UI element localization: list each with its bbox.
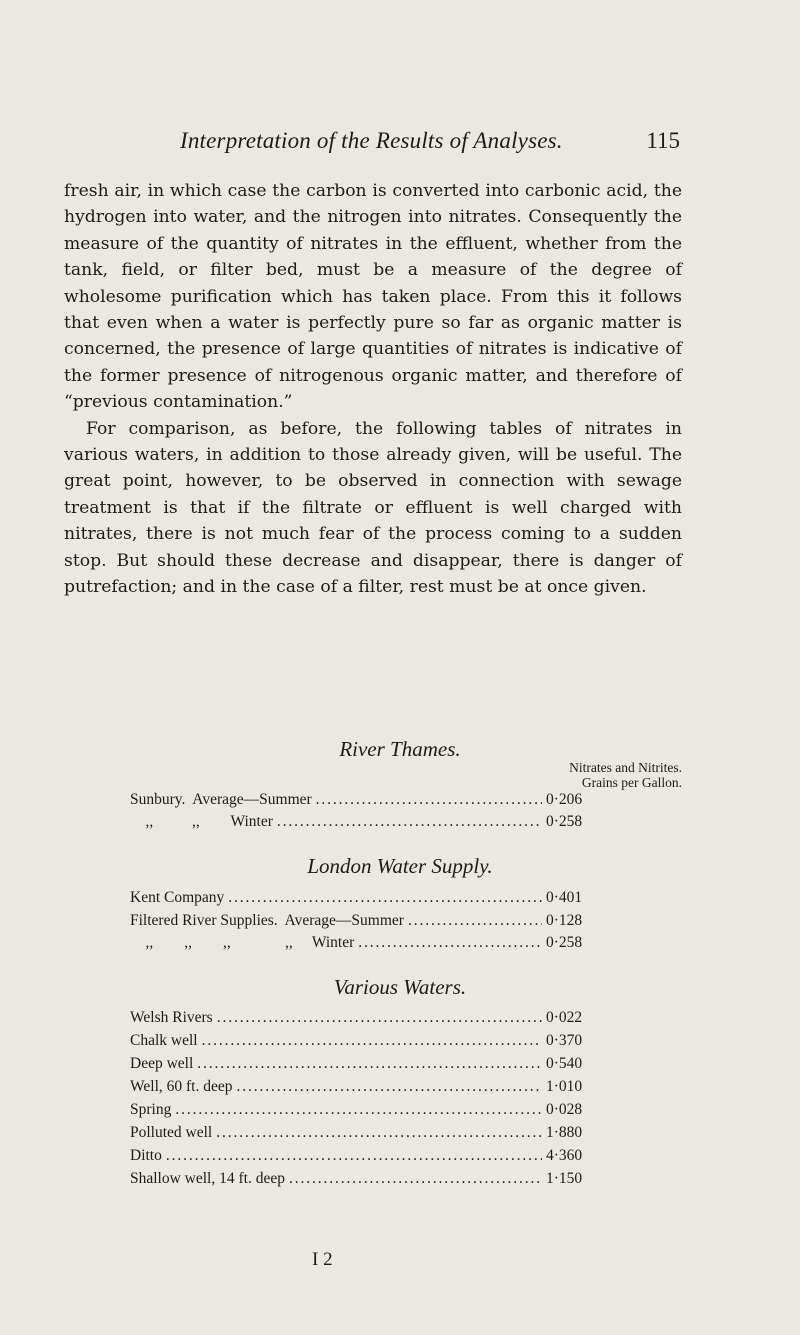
column-heading-line: Grains per Gallon. xyxy=(581,775,682,790)
leader-dots xyxy=(216,1123,542,1143)
page-header xyxy=(180,128,680,164)
row-label: Spring xyxy=(130,1101,172,1118)
row-label: Polluted well xyxy=(130,1124,213,1141)
row-value: 0·028 xyxy=(546,1101,583,1118)
row-label: Well, 60 ft. deep xyxy=(130,1078,233,1095)
row-value: 0·401 xyxy=(546,889,583,906)
column-heading-line: Nitrates and Nitrites. xyxy=(569,760,682,775)
row-label: Sunbury. Average—Summer xyxy=(130,791,312,808)
leader-dots xyxy=(166,1146,542,1166)
table-row xyxy=(130,1169,598,1189)
table-row xyxy=(130,1054,598,1074)
row-label: Ditto xyxy=(130,1147,162,1164)
row-value: 4·360 xyxy=(546,1147,583,1164)
table-row xyxy=(130,790,598,810)
table-title-river-thames: River Thames. xyxy=(339,737,461,761)
leader-dots xyxy=(408,911,542,931)
row-value: 0·128 xyxy=(546,912,583,929)
leader-dots xyxy=(289,1169,542,1189)
signature-mark: I 2 xyxy=(312,1249,333,1270)
table-row xyxy=(130,1146,598,1166)
row-label: Filtered River Supplies. Average—Summer xyxy=(130,912,404,929)
leader-dots xyxy=(316,790,542,810)
row-label: Shallow well, 14 ft. deep xyxy=(130,1170,285,1187)
leader-dots xyxy=(197,1054,542,1074)
table-row xyxy=(130,1031,598,1051)
row-value: 0·370 xyxy=(546,1032,583,1049)
table-row xyxy=(130,1123,598,1143)
row-label: Kent Company xyxy=(130,889,225,906)
row-label: Deep well xyxy=(130,1055,194,1072)
table-row xyxy=(130,812,598,832)
body-text xyxy=(64,178,682,601)
column-heading xyxy=(569,760,682,790)
row-value: 0·540 xyxy=(546,1055,583,1072)
row-label: Welsh Rivers xyxy=(130,1009,213,1026)
table-title-various-waters: Various Waters. xyxy=(333,975,467,999)
paragraph: fresh air, in which case the carbon is converted into carbonic acid, the hydrogen into water, and the nitrogen into nitrates. Consequently the measure of the quantity of nitrates in the effluent, whether from the tank, field, or filter bed, must be a measure of the degree of wholesome purification which has taken place. From this it follows that even when a water is perfectly pure so far as organic matter is concerned, the presence of large quantities of nitrates is indicative of the former presence of nitrogenous organic matter, and therefore of “previous contamination.” xyxy=(64,181,682,413)
row-label: ,, ,, Winter xyxy=(130,813,273,830)
row-label: Chalk well xyxy=(130,1032,198,1049)
leader-dots xyxy=(228,888,542,908)
row-label: ,, ,, ,, ,, Winter xyxy=(130,934,355,951)
row-value: 1·150 xyxy=(546,1170,583,1187)
table-title-london-water-supply: London Water Supply. xyxy=(307,854,493,878)
table-row xyxy=(130,933,598,953)
leader-dots xyxy=(217,1008,542,1028)
running-title: Interpretation of the Results of Analyses. xyxy=(180,128,563,153)
table-row xyxy=(130,1100,598,1120)
leader-dots xyxy=(202,1031,542,1051)
table-row xyxy=(130,1008,598,1028)
table-row xyxy=(130,911,598,931)
row-value: 0·206 xyxy=(546,791,583,808)
leader-dots xyxy=(236,1077,542,1097)
paragraph: For comparison, as before, the following tables of nitrates in various waters, in addition to those already given, will be useful. The great point, however, to be observed in connection with sewage treatment is that if the filtrate or effluent is well charged with nitrates, there is not much fear of the process coming to a sudden stop. But should these decrease and disappear, there is danger of putrefaction; and in the case of a filter, rest must be at once given. xyxy=(64,418,682,598)
leader-dots xyxy=(277,812,542,832)
leader-dots xyxy=(358,933,542,953)
row-value: 0·258 xyxy=(546,934,583,951)
table-row xyxy=(130,888,598,908)
page-number: 115 xyxy=(646,128,680,153)
row-value: 0·258 xyxy=(546,813,583,830)
leader-dots xyxy=(175,1100,542,1120)
table-row xyxy=(130,1077,598,1097)
row-value: 1·880 xyxy=(546,1124,583,1141)
row-value: 0·022 xyxy=(546,1009,583,1026)
row-value: 1·010 xyxy=(546,1078,583,1095)
